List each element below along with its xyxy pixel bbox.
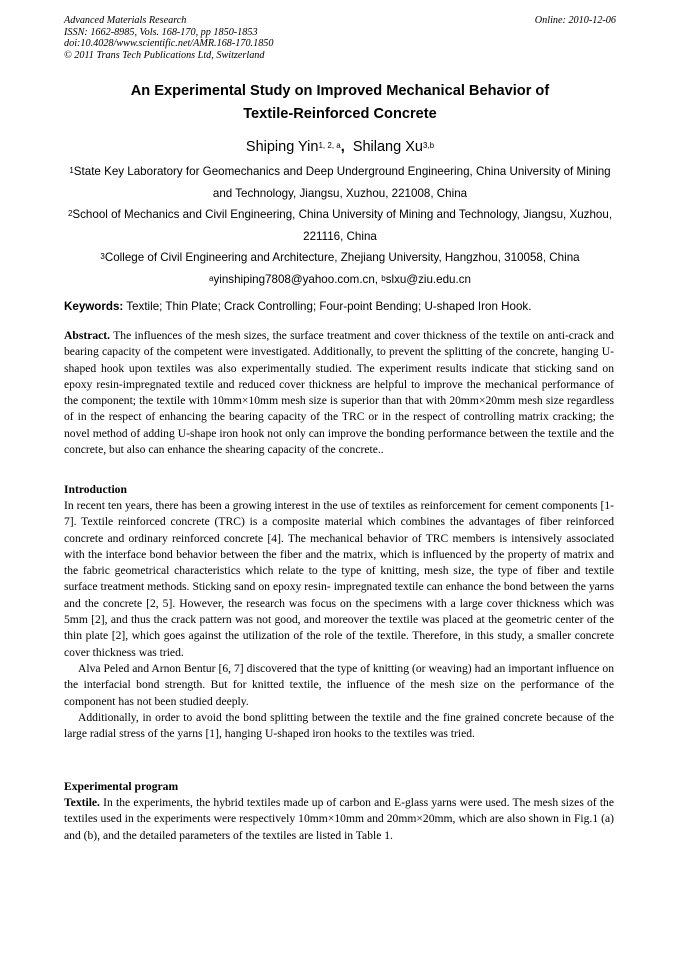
email-a-mark: a	[209, 274, 214, 283]
author-emails	[64, 269, 616, 291]
author-1-affiliation-marks: 1, 2, a	[318, 141, 341, 150]
author-2: Shilang Xu	[352, 139, 423, 155]
online-date: Online: 2010-12-06	[534, 15, 616, 26]
doi-line: doi:10.4028/www.scientific.net/AMR.168-170.1850	[64, 38, 274, 50]
affiliation-2-text: School of Mechanics and Civil Engineering, China University of Mining and Technology, Jiangsu, Xuzhou, 221116, China	[72, 208, 613, 243]
textile-paragraph: In the experiments, the hybrid textiles made up of carbon and E-glass yarns were used. The mesh sizes of the textiles used in the experiments were respectively 10mm×10mm and 20mm×20mm, which are also shown in Fig.1 (a) and (b), and the detailed parameters of the textiles are listed in Table 1.	[64, 796, 614, 842]
email-b-mark: b	[381, 274, 386, 283]
affiliation-1-number: 1	[69, 166, 74, 175]
introduction-paragraph-1: In recent ten years, there has been a growing interest in the use of textiles as reinforcement for cement components [1-7]. Textile reinforced concrete (TRC) is a composite material which combines the advantages of fiber reinforced concrete and ordinary reinforced concrete [4]. The mechanical behavior of TRC members is intensively associated with the interface bond behavior between the fiber and the matrix, which is influenced by the property of matrix and the fabric geometrical characteristics which relate to the type of knitting, mesh size, the type of fiber and textile surface treatment methods. Sticking sand on epoxy resin- impregnated textile can enhance the bond between the yarns and the concrete [2, 5]. However, the research was focus on the specimens with a large cover thickness which was 5mm [2], and thus the crack pattern was not good, and moreover the textile was placed at the geometric center of the thin plate [2], which goes against the utilization of the role of the textile. Therefore, in this study, a smaller concrete cover thickness was tried.	[64, 499, 614, 659]
abstract-label: Abstract.	[64, 329, 111, 342]
email-b[interactable]: slxu@ziu.edu.cn	[385, 273, 471, 286]
introduction-paragraph-3: Additionally, in order to avoid the bond splitting between the textile and the fine grained concrete because of the large radial stress of the yarns [1], hanging U-shaped iron hooks to the textiles was tried.	[64, 710, 614, 741]
affiliation-1-text: State Key Laboratory for Geomechanics and Deep Underground Engineering, China University of Mining and Technology, Jiangsu, Xuzhou, 221008, China	[73, 165, 611, 200]
abstract	[64, 328, 614, 458]
affiliation-2	[64, 204, 616, 248]
experimental-section	[64, 795, 614, 844]
affiliation-3-number: 3	[100, 252, 105, 261]
introduction-heading: Introduction	[64, 483, 127, 496]
email-a[interactable]: yinshiping7808@yahoo.com.cn,	[213, 273, 379, 286]
paper-title	[64, 80, 616, 126]
title-line-2: Textile-Reinforced Concrete	[243, 106, 437, 122]
author-1: Shiping Yin	[245, 139, 319, 155]
title-line-1: An Experimental Study on Improved Mechanical Behavior of	[130, 83, 550, 99]
copyright-line: © 2011 Trans Tech Publications Ltd, Switzerland	[64, 49, 265, 61]
issn-line: ISSN: 1662-8985, Vols. 168-170, pp 1850-1853	[64, 26, 258, 38]
affiliation-3-text: College of Civil Engineering and Architecture, Zhejiang University, Hangzhou, 310058, China	[104, 251, 580, 264]
abstract-text: The influences of the mesh sizes, the surface treatment and cover thickness of the textile on anti-crack and bearing capacity of the competent were investigated. Additionally, to prevent the splitting of the concrete, hanging U-shaped hook upon textiles was also experimentally studied. The experiment results indicate that sticking sand on epoxy resin-impregnated textile and reduced cover thickness are helpful to improve the mechanical performance of the component; the textile with 10mm×10mm mesh size is superior than that with 20mm×20mm mesh size regardless of in the respect of enhancing the bearing capacity of the TRC or in the respect of controlling matrix cracking; the novel method of adding U-shape iron hook not only can improve the bonding performance between the textile and the concrete, but also can enhance the shearing capacity of the concrete..	[64, 329, 614, 457]
author-separator: ,	[340, 139, 345, 155]
introduction-section	[64, 498, 614, 742]
keywords	[64, 299, 624, 315]
journal-name: Advanced Materials Research	[64, 15, 187, 26]
author-2-affiliation-marks: 3,b	[422, 141, 435, 150]
affiliation-1	[64, 161, 616, 205]
keywords-label: Keywords:	[64, 300, 124, 313]
textile-label: Textile.	[64, 796, 100, 809]
affiliation-2-number: 2	[67, 209, 73, 218]
experimental-heading: Experimental program	[64, 780, 179, 793]
introduction-paragraph-2: Alva Peled and Arnon Bentur [6, 7] discovered that the type of knitting (or weaving) had an important influence on the interfacial bond strength. But for knitted textile, the influence of the mesh size on the performance of the component has not been studied deeply.	[64, 661, 614, 708]
affiliation-3	[64, 247, 616, 269]
author-list	[64, 137, 616, 157]
keywords-text: Textile; Thin Plate; Crack Controlling; Four-point Bending; U-shaped Iron Hook.	[126, 300, 532, 313]
journal-header	[64, 15, 616, 61]
